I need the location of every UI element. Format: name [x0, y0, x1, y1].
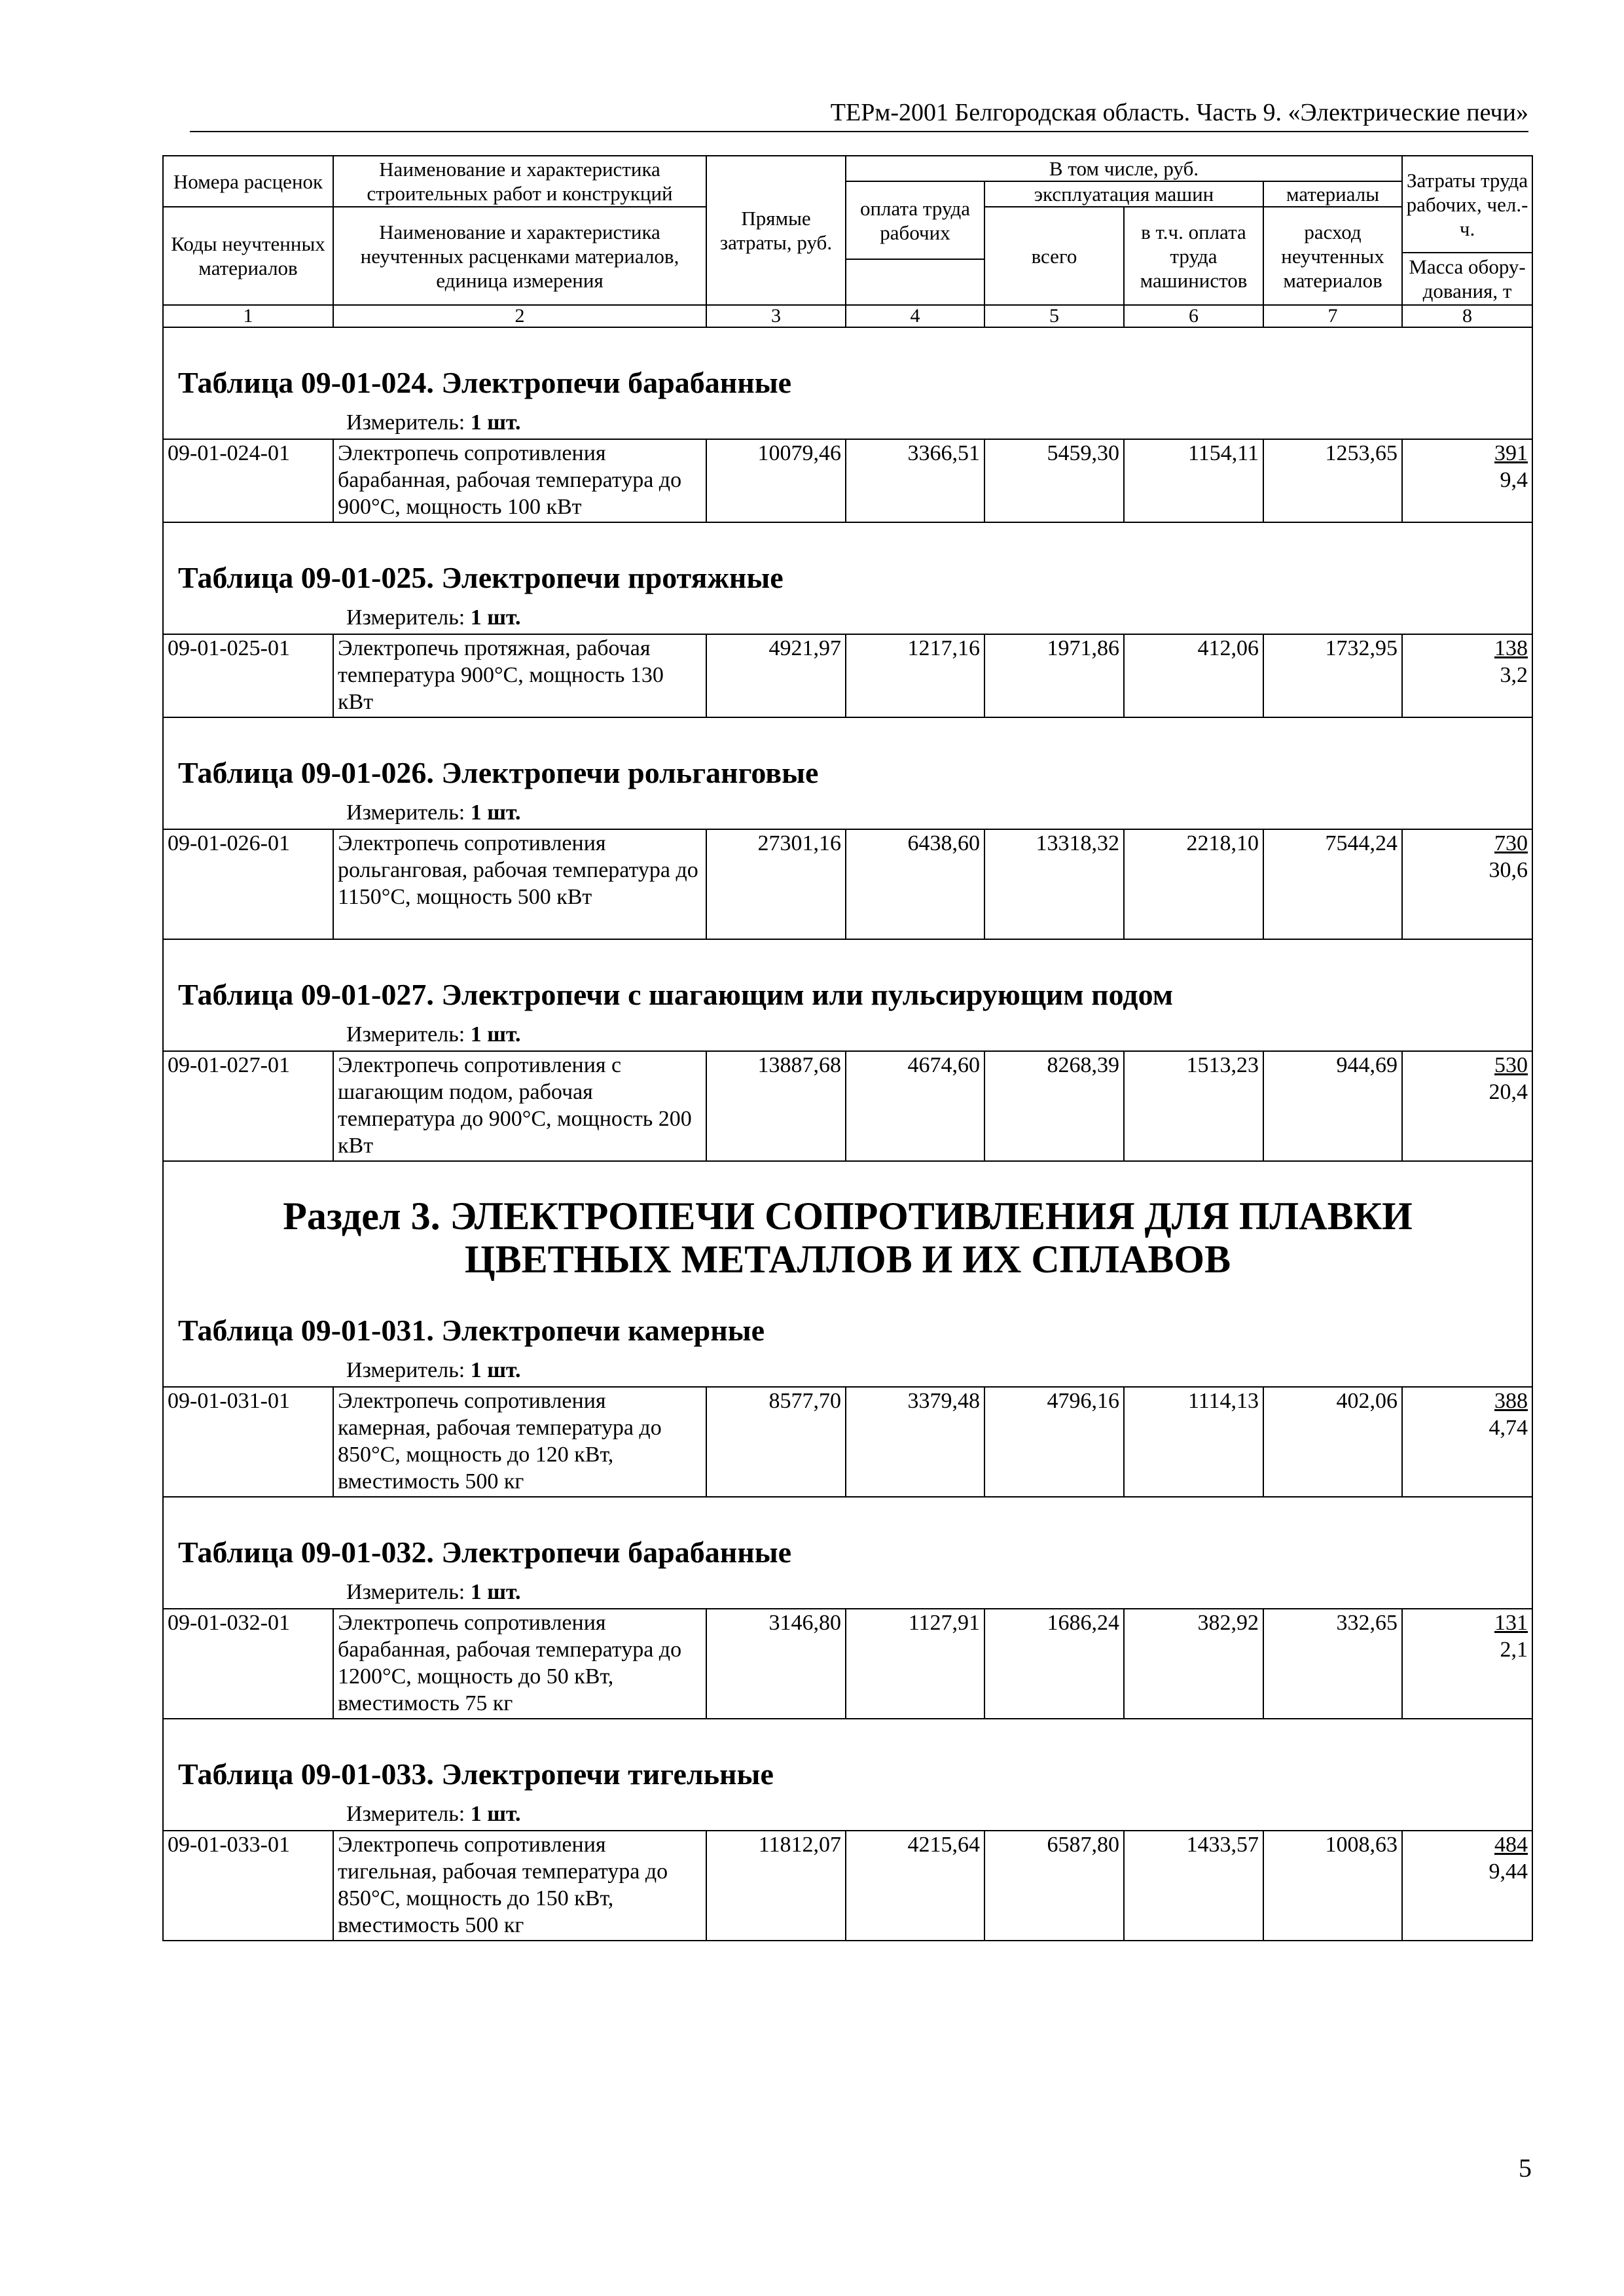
header-c6: в т.ч. оплата труда машинистов — [1124, 207, 1263, 305]
materials-cost: 332,65 — [1263, 1609, 1402, 1719]
labor-hours: 484 — [1494, 1833, 1528, 1857]
machinists-pay: 382,92 — [1124, 1609, 1263, 1719]
equipment-mass: 9,4 — [1500, 468, 1528, 492]
unit-label: Измеритель: — [346, 1022, 465, 1047]
rate-code: 09-01-025-01 — [163, 634, 333, 717]
section-heading: Раздел 3. ЭЛЕКТРОПЕЧИ СОПРОТИВЛЕНИЯ ДЛЯ ПЛАВКИ ЦВЕТНЫХ МЕТАЛЛОВ И ИХ СПЛАВОВ — [283, 1194, 1413, 1281]
column-number: 7 — [1263, 305, 1402, 327]
header-c1-top: Номера расценок — [163, 156, 333, 207]
unit-value: 1 шт. — [470, 1580, 521, 1604]
labor-pay: 3366,51 — [846, 439, 984, 522]
header-machines: эксплуатация машин — [984, 181, 1263, 207]
unit-line — [346, 1579, 1532, 1605]
price-table — [162, 155, 1533, 1941]
equipment-mass: 20,4 — [1489, 1080, 1528, 1104]
machines-total: 1971,86 — [984, 634, 1124, 717]
table-row — [163, 439, 1532, 522]
table-section-header — [163, 1497, 1532, 1609]
labor-pay: 3379,48 — [846, 1387, 984, 1497]
equipment-mass: 2,1 — [1500, 1638, 1528, 1662]
rate-name: Электропечь сопротивления барабанная, рабочая температура до 900°С, мощность 100 кВт — [333, 439, 706, 522]
labor-pay: 4215,64 — [846, 1831, 984, 1941]
subtable-title: Таблица 09-01-025. Электропечи протяжные — [178, 561, 784, 594]
unit-line — [346, 1357, 1532, 1384]
unit-label: Измеритель: — [346, 1580, 465, 1604]
rate-name: Электропечь сопротивления с шагающим подом, рабочая температура до 900°С, мощность 200 кВт — [333, 1051, 706, 1161]
table-row — [163, 1609, 1532, 1719]
unit-label: Измеритель: — [346, 410, 465, 435]
unit-label: Измеритель: — [346, 605, 465, 630]
materials-cost: 1253,65 — [1263, 439, 1402, 522]
labor-pay: 4674,60 — [846, 1051, 984, 1161]
unit-value: 1 шт. — [470, 605, 521, 630]
table-section-header — [163, 717, 1532, 829]
machines-total: 8268,39 — [984, 1051, 1124, 1161]
subtable-title: Таблица 09-01-033. Электропечи тигельные — [178, 1757, 774, 1791]
labor-hours: 391 — [1494, 441, 1528, 465]
unit-line — [346, 799, 1532, 826]
materials-cost: 1732,95 — [1263, 634, 1402, 717]
rate-code: 09-01-033-01 — [163, 1831, 333, 1941]
machines-total: 1686,24 — [984, 1609, 1124, 1719]
equipment-mass: 3,2 — [1500, 663, 1528, 687]
labor-pay: 1217,16 — [846, 634, 984, 717]
equipment-mass: 4,74 — [1489, 1416, 1528, 1440]
header-materials: материалы — [1263, 181, 1402, 207]
table-row — [163, 829, 1532, 939]
unit-line — [346, 1801, 1532, 1827]
unit-line — [346, 409, 1532, 436]
direct-costs: 10079,46 — [706, 439, 846, 522]
column-number: 1 — [163, 305, 333, 327]
page-number: 5 — [1519, 2153, 1532, 2183]
header-c3: Прямые затраты, руб. — [706, 156, 846, 305]
machinists-pay: 2218,10 — [1124, 829, 1263, 939]
labor-mass-cell — [1402, 1051, 1532, 1161]
rate-name: Электропечь сопротивления рольганговая, рабочая температура до 1150°С, мощность 500 кВт — [333, 829, 706, 939]
unit-label: Измеритель: — [346, 1358, 465, 1382]
labor-hours: 138 — [1494, 636, 1528, 660]
table-section-header — [163, 327, 1532, 439]
rate-name: Электропечь сопротивления тигельная, рабочая температура до 850°С, мощность до 150 кВт, вместимость 500 кг — [333, 1831, 706, 1941]
subtable-title: Таблица 09-01-027. Электропечи с шагающим или пульсирующим подом — [178, 978, 1174, 1011]
rate-code: 09-01-026-01 — [163, 829, 333, 939]
rate-name: Электропечь сопротивления барабанная, рабочая температура до 1200°С, мощность до 50 кВт, вместимость 75 кг — [333, 1609, 706, 1719]
materials-cost: 1008,63 — [1263, 1831, 1402, 1941]
machinists-pay: 412,06 — [1124, 634, 1263, 717]
machinists-pay: 1114,13 — [1124, 1387, 1263, 1497]
labor-hours: 730 — [1494, 831, 1528, 855]
table-section-header — [163, 939, 1532, 1051]
machines-total: 4796,16 — [984, 1387, 1124, 1497]
table-row — [163, 1831, 1532, 1941]
section-row — [163, 1161, 1532, 1281]
labor-mass-cell — [1402, 1387, 1532, 1497]
rate-code: 09-01-032-01 — [163, 1609, 333, 1719]
equipment-mass: 30,6 — [1489, 858, 1528, 882]
unit-label: Измеритель: — [346, 800, 465, 825]
table-row — [163, 1387, 1532, 1497]
unit-line — [346, 1021, 1532, 1048]
table-row — [163, 1051, 1532, 1161]
rate-code: 09-01-031-01 — [163, 1387, 333, 1497]
header-rule — [190, 131, 1528, 132]
header-c8-bottom: Масса обору-дования, т — [1402, 253, 1532, 305]
labor-mass-cell — [1402, 1831, 1532, 1941]
column-number: 3 — [706, 305, 846, 327]
direct-costs: 4921,97 — [706, 634, 846, 717]
rate-code: 09-01-024-01 — [163, 439, 333, 522]
machines-total: 13318,32 — [984, 829, 1124, 939]
column-number: 2 — [333, 305, 706, 327]
subtable-title: Таблица 09-01-026. Электропечи рольганговые — [178, 756, 819, 789]
direct-costs: 13887,68 — [706, 1051, 846, 1161]
unit-label: Измеритель: — [346, 1802, 465, 1826]
direct-costs: 11812,07 — [706, 1831, 846, 1941]
unit-value: 1 шт. — [470, 800, 521, 825]
subtable-title: Таблица 09-01-031. Электропечи камерные — [178, 1314, 765, 1347]
machines-total: 6587,80 — [984, 1831, 1124, 1941]
direct-costs: 8577,70 — [706, 1387, 846, 1497]
table-row — [163, 634, 1532, 717]
labor-mass-cell — [1402, 1609, 1532, 1719]
labor-mass-cell — [1402, 829, 1532, 939]
equipment-mass: 9,44 — [1489, 1859, 1528, 1884]
rate-name: Электропечь сопротивления камерная, рабочая температура до 850°С, мощность до 120 кВт, вместимость 500 кг — [333, 1387, 706, 1497]
direct-costs: 3146,80 — [706, 1609, 846, 1719]
labor-pay: 6438,60 — [846, 829, 984, 939]
materials-cost: 7544,24 — [1263, 829, 1402, 939]
header-c4-spacer — [846, 259, 984, 305]
subtable-title: Таблица 09-01-024. Электропечи барабанные — [178, 366, 792, 399]
column-number: 8 — [1402, 305, 1532, 327]
unit-value: 1 шт. — [470, 1358, 521, 1382]
running-header: ТЕРм-2001 Белгородская область. Часть 9. «Электрические печи» — [830, 99, 1528, 126]
labor-hours: 388 — [1494, 1389, 1528, 1413]
header-c5: всего — [984, 207, 1124, 305]
machines-total: 5459,30 — [984, 439, 1124, 522]
unit-value: 1 шт. — [470, 1802, 521, 1826]
materials-cost: 944,69 — [1263, 1051, 1402, 1161]
table-section-header — [163, 522, 1532, 634]
header-c7: расход неучтенных материалов — [1263, 207, 1402, 305]
table-section-header — [163, 1719, 1532, 1831]
unit-line — [346, 604, 1532, 631]
header-c4: оплата труда рабочих — [846, 181, 984, 259]
labor-mass-cell — [1402, 439, 1532, 522]
machinists-pay: 1513,23 — [1124, 1051, 1263, 1161]
direct-costs: 27301,16 — [706, 829, 846, 939]
header-c1-bottom: Коды неучтенных материалов — [163, 207, 333, 305]
subtable-title: Таблица 09-01-032. Электропечи барабанные — [178, 1535, 792, 1569]
unit-value: 1 шт. — [470, 410, 521, 435]
labor-hours: 131 — [1494, 1611, 1528, 1635]
machinists-pay: 1433,57 — [1124, 1831, 1263, 1941]
rate-code: 09-01-027-01 — [163, 1051, 333, 1161]
header-c8-top: Затраты труда рабочих, чел.-ч. — [1402, 156, 1532, 253]
column-number: 6 — [1124, 305, 1263, 327]
materials-cost: 402,06 — [1263, 1387, 1402, 1497]
machinists-pay: 1154,11 — [1124, 439, 1263, 522]
header-group: В том числе, руб. — [846, 156, 1402, 181]
labor-mass-cell — [1402, 634, 1532, 717]
labor-hours: 530 — [1494, 1053, 1528, 1077]
unit-value: 1 шт. — [470, 1022, 521, 1047]
table-section-header — [163, 1281, 1532, 1387]
column-number: 4 — [846, 305, 984, 327]
labor-pay: 1127,91 — [846, 1609, 984, 1719]
column-number: 5 — [984, 305, 1124, 327]
header-c2-top: Наименование и характеристика строительных работ и конструкций — [333, 156, 706, 207]
header-c2-bottom: Наименование и характеристика неучтенных расценками материалов, единица измерения — [333, 207, 706, 305]
rate-name: Электропечь протяжная, рабочая температура 900°С, мощность 130 кВт — [333, 634, 706, 717]
